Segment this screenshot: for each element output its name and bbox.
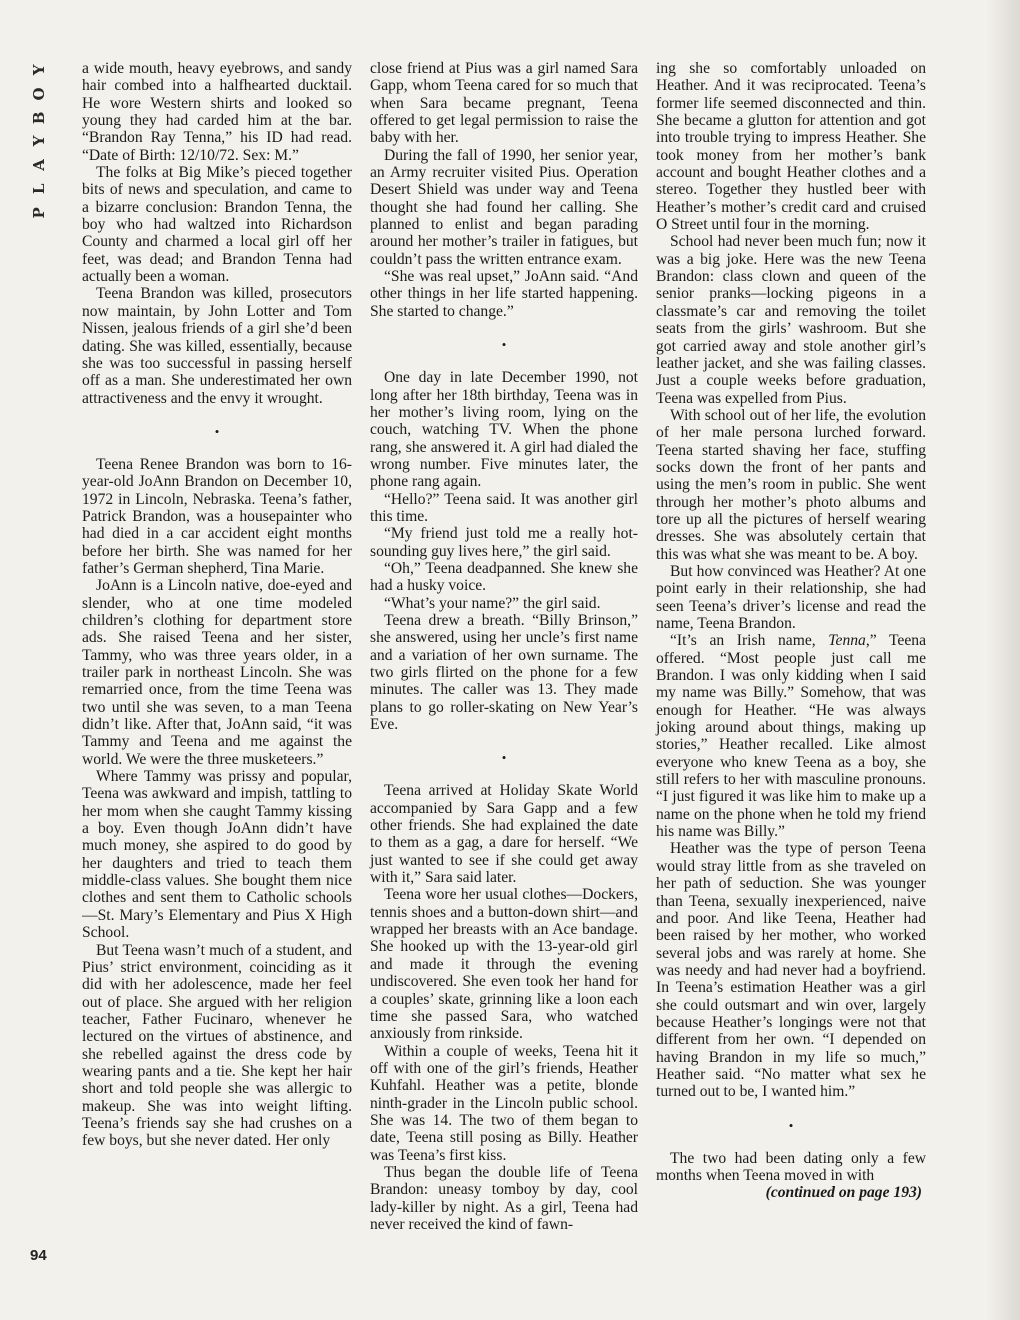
paragraph: Within a couple of weeks, Teena hit it off with one of the girl’s friends, Heather Kuhfahl. Heather was a petite, blonde ninth-grader in the Lincoln public school. She was 14. The two of them began to date, Teena still posing as Billy. Heather was Teena’s first kiss. [370, 1042, 638, 1164]
paragraph: “She was real upset,” JoAnn said. “And other things in her life started happening. She started to change.” [370, 268, 638, 320]
paragraph: With school out of her life, the evolution of her male persona lurched forward. Teena started shaving her face, stuffing socks down the front of her pants and using the men’s room in public. She went through her mother’s photo albums and tore up all the pictures of herself wearing dresses. She was absolutely certain that this was what she was meant to be. A boy. [656, 406, 926, 563]
page-number: 94 [30, 1247, 47, 1264]
article-column-3 [656, 60, 926, 1202]
paragraph: JoAnn is a Lincoln native, doe-eyed and slender, who at one time modeled children’s clothing for department store ads. She raised Teena and her sister, Tammy, who was three years older, in a trailer park in northeast Lincoln. She was remarried once, from the time Teena was two until she was seven, to a man Teena didn’t like. After that, JoAnn said, “it was Tammy and Teena and me against the world. We were the three musketeers.” [82, 577, 352, 768]
running-head-letter: L [30, 183, 49, 195]
paragraph: The folks at Big Mike’s pieced together bits of news and speculation, and came to a bizarre conclusion: Brandon Tenna, the boy who had waltzed into Richardson County and charmed a local girl off her feet, was dead; and Brandon Tenna had actually been a woman. [82, 164, 352, 286]
continued-jump-line: (continued on page 193) [765, 1184, 922, 1202]
section-break-bullet: • [501, 337, 507, 353]
paragraph [656, 632, 926, 840]
paragraph: Teena drew a breath. “Billy Brinson,” she answered, using her uncle’s first name and a variation of her own surname. The two girls flirted on the phone for a few minutes. The caller was 13. They made plans to go roller-skating on New Year’s Eve. [370, 611, 638, 734]
paragraph: School had never been much fun; now it was a big joke. Here was the new Teena Brandon: class clown and queen of the senior pranks—locking pigeons in a classmate’s car and removing the toilet seats from the girls’ washroom. But she got carried away and stole another girl’s leather jacket, and she was failing classes. Just a couple weeks before graduation, Teena was expelled from Pius. [656, 233, 926, 407]
running-head-letter: O [30, 87, 49, 101]
paragraph: The two had been dating only a few months when Teena moved in with [656, 1149, 926, 1184]
magazine-running-head [28, 58, 52, 225]
running-head-letter: A [30, 159, 49, 171]
paragraph: During the fall of 1990, her senior year, an Army recruiter visited Pius. Operation Desert Shield was under way and Teena thought she had found her calling. She planned to enlist and began parading around her mother’s trailer in fatigues, but couldn’t pass the written entrance exam. [370, 146, 638, 268]
paragraph: Teena wore her usual clothes—Dockers, tennis shoes and a button-down shirt—and wrapped her breasts with an Ace bandage. She hooked up with the 13-year-old girl and made it through the evening undiscovered. She even took her hand for a couples’ skate, grinning like a loon each time she passed Sara, who watched anxiously from rinkside. [370, 886, 638, 1043]
paragraph: Teena Renee Brandon was born to 16-year-old JoAnn Brandon on December 10, 1972 in Lincoln, Nebraska. Teena’s father, Patrick Brandon, was a housepainter who had died in a car accident eight months before her birth. She was named for her father’s German shepherd, Tina Marie. [82, 455, 352, 577]
section-break-bullet: • [788, 1117, 794, 1133]
section-break-bullet: • [214, 423, 220, 439]
paragraph: Heather was the type of person Teena would stray little from as she traveled on her path of seduction. She was younger than Teena, sexually inexperienced, naive and poor. And like Teena, Heather had been raised by her mother, who worked several jobs and was rarely at home. She was needy and had never had a boyfriend. In Teena’s estimation Heather was a girl she could outsmart and win over, largely because Heather’s longings were not that different from her own. “I depended on having Brandon in my life so much,” Heather said. “No matter what sex he turned out to be, I wanted him.” [656, 840, 926, 1101]
paragraph: “Oh,” Teena deadpanned. She knew she had a husky voice. [370, 559, 638, 595]
paragraph: One day in late December 1990, not long after her 18th birthday, Teena was in her mother’s living room, lying on the couch, watching TV. When the phone rang, she answered it. A girl had dialed the wrong number. Five minutes later, the phone rang again. [370, 369, 638, 491]
paragraph: a wide mouth, heavy eyebrows, and sandy hair combed into a halfhearted ducktail. He wore Western shirts and looked so young they had carded him at the bar. “Brandon Ray Tenna,” his ID had read. “Date of Birth: 12/10/72. Sex: M.” [82, 60, 352, 164]
paragraph: Thus began the double life of Teena Brandon: uneasy tomboy by day, cool lady-killer by night. As a girl, Teena had never received the kind of fawn- [370, 1163, 638, 1233]
paragraph: Teena Brandon was killed, prosecutors now maintain, by John Lotter and Tom Nissen, jealous friends of a girl she’d been dating. She was killed, essentially, because she was too successful in passing herself off as a man. She underestimated her own attractiveness and the envy it wrought. [82, 285, 352, 407]
page-gutter-shadow [986, 0, 1020, 1320]
paragraph-text: “It’s an Irish name, [670, 632, 829, 650]
paragraph: close friend at Pius was a girl named Sara Gapp, whom Teena cared for so much that when Sara became pregnant, Teena offered to get legal permission to raise the baby with her. [370, 60, 638, 147]
paragraph: Where Tammy was prissy and popular, Teena was awkward and impish, tattling to her mom when she caught Tammy kissing a boy. Even though JoAnn didn’t have much money, she aspired to do good by her daughters and tried to teach them middle-class values. She bought them nice clothes and sent them to Catholic schools—St. Mary’s Elementary and Pius X High School. [82, 768, 352, 942]
running-head-letter: Y [30, 64, 49, 76]
article-column-1 [82, 60, 352, 1150]
paragraph: ing she so comfortably unloaded on Heather. And it was reciprocated. Teena’s former life seemed disconnected and thin. She became a glutton for attention and got into trouble trying to impress Heather. She took money from her mother’s bank account and bought Heather clothes and a stereo. Together they hustled beer with Heather’s mother’s credit card and cruised O Street until four in the morning. [656, 60, 926, 234]
running-head-letter: P [30, 207, 49, 219]
article-column-2 [370, 60, 638, 1233]
running-head-letter: B [30, 111, 49, 124]
paragraph: “Hello?” Teena said. It was another girl this time. [370, 490, 638, 525]
paragraph: But Teena wasn’t much of a student, and Pius’ strict environment, coinciding as it did with her adolescence, made her feel out of place. She argued with her religion teacher, Father Fucinaro, whenever he lectured on the virtues of abstinence, and she rebelled against the dress code by wearing pants and a tie. She kept her hair short and told people she was allergic to makeup. She was into weight lifting. Teena’s friends say she had crushes on a few boys, but she never dated. Her only [82, 941, 352, 1150]
italic-name: Tenna [828, 632, 866, 650]
paragraph: “What’s your name?” the girl said. [384, 594, 601, 612]
running-head-letter: Y [30, 135, 49, 147]
paragraph: But how convinced was Heather? At one point early in their relationship, she had seen Teena’s driver’s license and read the name, Teena Brandon. [656, 562, 926, 632]
paragraph: “My friend just told me a really hot-sounding guy lives here,” the girl said. [370, 525, 638, 560]
section-break-bullet: • [501, 750, 507, 766]
paragraph: Teena arrived at Holiday Skate World accompanied by Sara Gapp and a few other friends. She had explained the date to them as a gag, a dare for herself. “We just wanted to see if she could get away with it,” Sara said later. [370, 782, 638, 887]
paragraph-text: ,” Teena offered. “Most people just call me Brandon. I was only kidding when I said my name was Billy.” Somehow, that was enough for Heather. “He was always joking around about things, making up stories,” Heather recalled. Like almost everyone who knew Teena as a boy, she still refers to her with masculine pronouns. “I just figured it was like him to make up a name on the phone when he told my friend his name was Billy.” [656, 632, 926, 841]
